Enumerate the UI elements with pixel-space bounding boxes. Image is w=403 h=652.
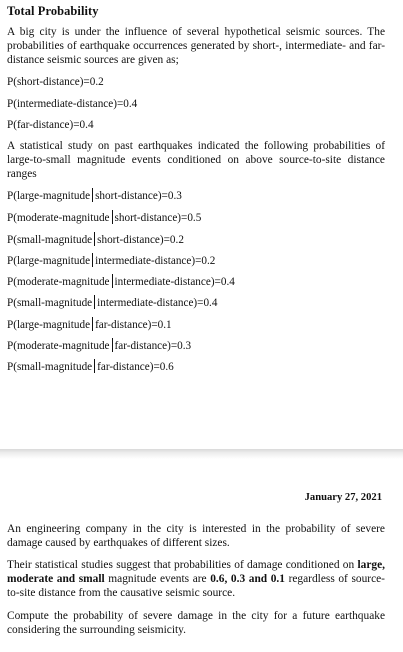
conditional-probability xyxy=(7,295,217,310)
source-probability-far: P(far-distance)=0.4 xyxy=(7,119,94,131)
text-run: regardless of source-to-site distance from the causative seismic source. xyxy=(7,573,385,599)
given-bar xyxy=(92,188,93,202)
condition-event: P(moderate-magnitude xyxy=(7,340,110,352)
condition-given: intermediate-distance)=0.4 xyxy=(114,276,235,288)
given-bar xyxy=(94,295,95,309)
conditional-probability xyxy=(7,274,235,289)
given-bar xyxy=(94,232,95,246)
condition-given: far-distance)=0.1 xyxy=(95,319,172,331)
given-bar xyxy=(112,338,113,352)
condition-event: P(small-magnitude xyxy=(7,234,93,246)
company-paragraph: An engineering company in the city is interested in the probability of severe damage caused by earthquakes of different sizes. xyxy=(7,523,385,549)
condition-event: P(small-magnitude xyxy=(7,297,93,309)
condition-given: far-distance)=0.6 xyxy=(97,361,174,373)
bold-magnitudes: large, moderate and small xyxy=(7,559,385,585)
question-paragraph: Compute the probability of severe damage in the city for a future earthquake considering the surrounding seismicity. xyxy=(7,610,385,636)
conditional-probability xyxy=(7,232,184,247)
study-paragraph: A statistical study on past earthquakes indicated the following probabilities of large-to-small magnitude events conditioned on above source-to-site distance ranges xyxy=(7,140,385,180)
condition-event: P(large-magnitude xyxy=(7,190,91,202)
given-bar xyxy=(92,253,93,267)
text-run: Their statistical studies suggest that probabilities of damage conditioned on xyxy=(7,559,358,571)
given-bar xyxy=(94,359,95,373)
source-probability-short: P(short-distance)=0.2 xyxy=(7,76,104,88)
page-separator xyxy=(0,449,403,459)
given-bar xyxy=(92,317,93,331)
document-page-2 xyxy=(0,460,403,652)
source-probability-intermediate: P(intermediate-distance)=0.4 xyxy=(7,98,138,110)
conditional-probability xyxy=(7,188,182,203)
document-date: January 27, 2021 xyxy=(304,492,382,503)
condition-given: far-distance)=0.3 xyxy=(114,340,192,352)
condition-given: short-distance)=0.5 xyxy=(114,212,202,224)
condition-given: intermediate-distance)=0.2 xyxy=(95,255,216,267)
condition-event: P(large-magnitude xyxy=(7,255,91,267)
condition-event: P(small-magnitude xyxy=(7,361,93,373)
intro-paragraph: A big city is under the influence of several hypothetical seismic sources. The probabilities of earthquake occurrences generated by short-, intermediate- and far-distance seismic sources are given as; xyxy=(7,26,385,66)
bold-damage-values: 0.6, 0.3 and 0.1 xyxy=(210,573,285,585)
condition-given: short-distance)=0.3 xyxy=(95,190,182,202)
condition-given: short-distance)=0.2 xyxy=(97,234,184,246)
conditional-probability xyxy=(7,317,172,332)
given-bar xyxy=(112,210,113,224)
condition-event: P(large-magnitude xyxy=(7,319,91,331)
condition-given: intermediate-distance)=0.4 xyxy=(97,297,218,309)
document-title: Total Probability xyxy=(7,4,99,18)
condition-event: P(moderate-magnitude xyxy=(7,276,110,288)
conditional-probability xyxy=(7,253,215,268)
conditional-probability xyxy=(7,210,201,225)
condition-event: P(moderate-magnitude xyxy=(7,212,110,224)
conditional-probability xyxy=(7,359,174,374)
text-run: magnitude events are xyxy=(104,573,211,585)
conditional-probability xyxy=(7,338,191,353)
given-bar xyxy=(112,274,113,288)
damage-conditions-paragraph xyxy=(7,558,385,600)
